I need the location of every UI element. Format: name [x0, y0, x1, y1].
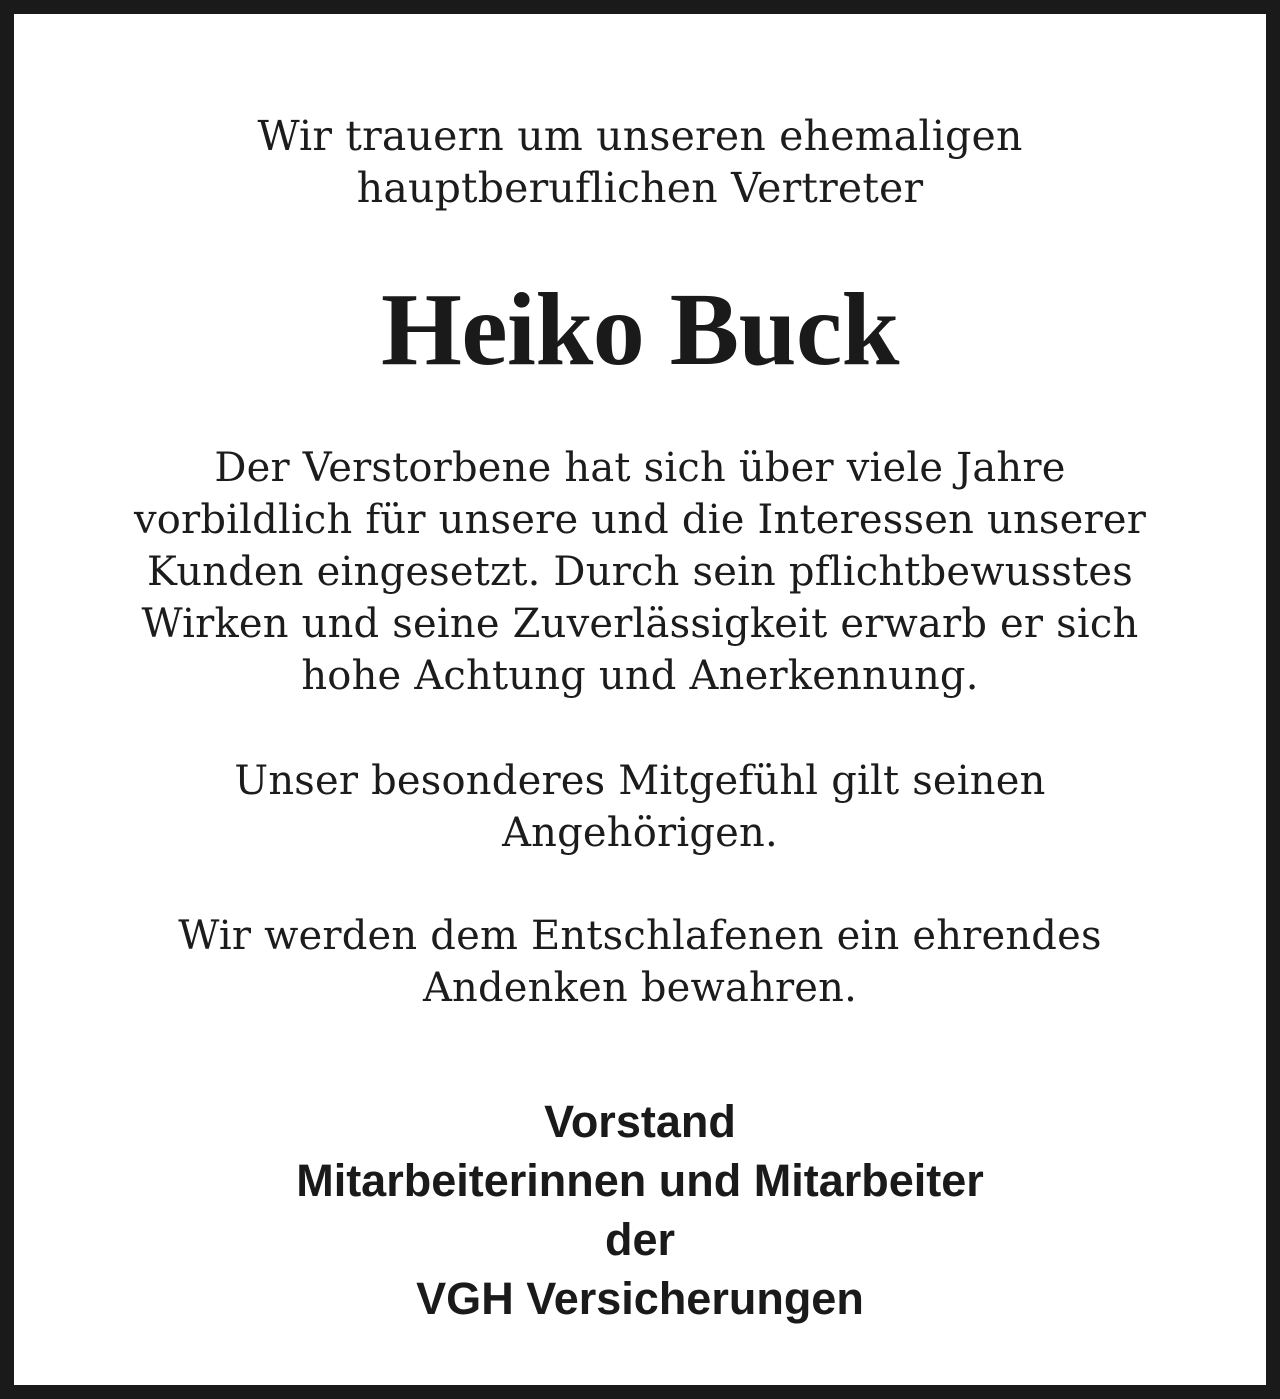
remembrance-line: Wir werden dem Entschlafenen ein ehrendes	[178, 913, 1102, 959]
intro-line: hauptberuflichen Vertreter	[356, 164, 924, 212]
signature-line: Mitarbeiterinnen und Mitarbeiter	[296, 1155, 984, 1206]
condolence-paragraph	[28, 755, 1252, 859]
intro-line: Wir trauern um unseren ehemaligen	[257, 112, 1023, 160]
tribute-line: hohe Achtung und Anerkennung.	[301, 653, 979, 699]
tribute-line: Kunden eingesetzt. Durch sein pflichtbewusstes	[147, 549, 1133, 595]
signature-line: VGH Versicherungen	[416, 1273, 864, 1324]
tribute-line: Der Verstorbene hat sich über viele Jahre	[214, 445, 1066, 491]
signature-line: Vorstand	[544, 1096, 736, 1147]
signature-line: der	[604, 1214, 676, 1265]
obituary-content	[28, 28, 1252, 1371]
tribute-line: Wirken und seine Zuverlässigkeit erwarb er sich	[141, 601, 1139, 647]
intro-text	[28, 110, 1252, 214]
condolence-line: Angehörigen.	[502, 810, 778, 856]
deceased-name: Heiko Buck	[381, 272, 899, 387]
remembrance-line: Andenken bewahren.	[422, 965, 858, 1011]
tribute-line: vorbildlich für unsere und die Interessen unserer	[133, 497, 1147, 543]
remembrance-paragraph	[28, 910, 1252, 1014]
condolence-line: Unser besonderes Mitgefühl gilt seinen	[234, 758, 1046, 804]
signature-block	[28, 1092, 1252, 1328]
tribute-paragraph	[28, 442, 1252, 702]
